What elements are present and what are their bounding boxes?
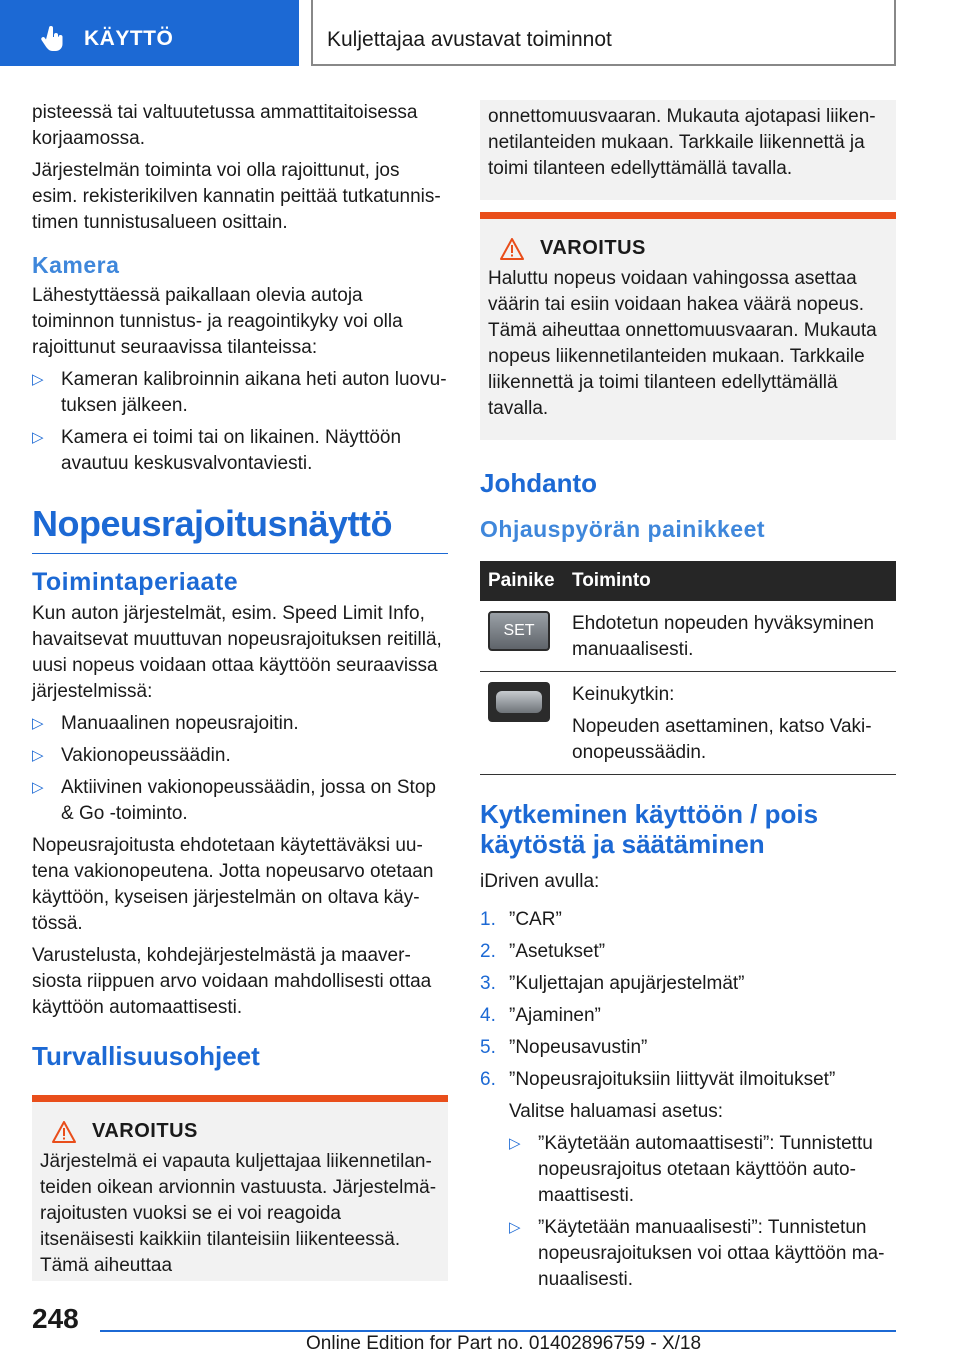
kamera-heading: Kamera <box>32 252 120 278</box>
warning-text: Järjestelmä ei vapauta kuljettajaa liikennetilanteiden oikean arvionnin vastuusta. Järjestelmärajoitusten vuoksi se ei voi reagoida itsenäisesti kaikkiin tilanteisiin liikenteessä. Tämä aiheuttaa <box>40 1151 437 1276</box>
warning-box <box>32 1095 448 1281</box>
safety-heading: Turvallisuusohjeet <box>32 1041 260 1071</box>
paragraph: Järjestelmän toiminta voi olla rajoittunut, jos esim. rekisterikilven kannatin peittää tutkatunnistimen tunnistusalueen osittain. <box>32 160 441 233</box>
paragraph: iDriven avulla: <box>480 871 600 892</box>
triangle-bullet-icon: ▷ <box>32 715 44 732</box>
triangle-bullet-icon: ▷ <box>32 429 44 446</box>
chapter-title-box <box>311 0 896 66</box>
table-row <box>480 672 896 775</box>
table-header-row <box>480 561 896 601</box>
list-item: 3. ”Kuljettajan apujärjestelmät” <box>480 973 745 994</box>
rocker-description: Nopeuden asettaminen, katso Vakionopeussäädin. <box>572 716 872 763</box>
list-item: ▷ Kameran kalibroinnin aikana heti auton luovutuksen jälkeen. <box>32 369 447 416</box>
warning-header <box>40 1120 440 1143</box>
list-item: 1. ”CAR” <box>480 909 562 930</box>
options-list <box>480 1131 896 1293</box>
rocker-switch-icon <box>488 682 550 722</box>
warning-header <box>488 237 888 260</box>
paragraph: Nopeusrajoitusta ehdotetaan käytettäväksi uutena vakionopeutena. Jotta nopeusarvo otetaan käyttöön, kyseisen järjestelmän on oltava käytössä. <box>32 835 434 934</box>
main-heading: Nopeusrajoitusnäyttö <box>32 503 448 554</box>
list-item: 5. ”Nopeusavustin” <box>480 1037 648 1058</box>
table-cell <box>480 601 564 672</box>
list-item: 2. ”Asetukset” <box>480 941 606 962</box>
section-tab-label: KÄYTTÖ <box>84 27 174 50</box>
buttons-heading: Ohjauspyörän painikkeet <box>480 516 766 542</box>
footer-divider <box>100 1330 896 1332</box>
list-item: 6. ”Nopeusrajoituksiin liittyvät ilmoitukset” <box>480 1069 836 1090</box>
warning-box <box>480 212 896 440</box>
paragraph: pisteessä tai valtuutetussa ammattitaitoisessa korjaamossa. <box>32 102 418 149</box>
warning-label: VAROITUS <box>92 1120 198 1142</box>
triangle-bullet-icon: ▷ <box>32 371 44 388</box>
principle-list <box>32 711 448 827</box>
warning-text: onnettomuusvaaran. Mukauta ajotapasi liikennetilanteiden mukaan. Tarkkaile liikennettä ja toimi tilanteen edellyttämällä tavalla. <box>488 106 876 179</box>
page-header <box>0 0 960 66</box>
list-item: ▷ ”Käytetään manuaalisesti”: Tunnistetun nopeusrajoituksen voi ottaa käyttöön manuaalisesti. <box>509 1217 885 1290</box>
triangle-bullet-icon: ▷ <box>509 1135 521 1152</box>
warning-triangle-icon <box>500 238 524 260</box>
list-item: ▷ ”Käytetään automaattisesti”: Tunnistettu nopeusrajoitus otetaan käyttöön automaattisesti. <box>509 1133 873 1206</box>
table-header: Painike <box>480 561 564 601</box>
principle-heading: Toimintaperiaate <box>32 568 239 596</box>
left-column <box>32 100 448 1281</box>
table-cell: Ehdotetun nopeuden hyväksyminen manuaalisesti. <box>564 601 896 672</box>
chapter-title: Kuljettajaa avustavat toiminnot <box>327 28 612 51</box>
kamera-list <box>32 367 448 477</box>
page-number: 248 <box>32 1303 79 1334</box>
warning-text: Haluttu nopeus voidaan vahingossa asettaa väärin tai esiin voidaan hakea väärä nopeus. Tämä aiheuttaa onnettomuusvaaran. Mukauta nopeus liikennetilanteiden mukaan. Tarkkaile liikennettä ja toimi tilanteen edellyttämällä tavalla. <box>488 268 877 419</box>
table-cell <box>564 672 896 775</box>
triangle-bullet-icon: ▷ <box>32 747 44 764</box>
buttons-table <box>480 561 896 775</box>
paragraph: Valitse haluamasi asetus: <box>509 1101 724 1122</box>
list-item: ▷ Aktiivinen vakionopeussäädin, jossa on Stop & Go -toiminto. <box>32 777 436 824</box>
section-tab[interactable] <box>0 0 299 66</box>
list-item: ▷ Manuaalinen nopeusrajoitin. <box>32 711 448 737</box>
list-item: ▷ Kamera ei toimi tai on likainen. Näyttöön avautuu keskusvalvontaviesti. <box>32 427 402 474</box>
list-item: ▷ Vakionopeussäädin. <box>32 743 448 769</box>
table-row <box>480 601 896 672</box>
paragraph: Lähestyttäessä paikallaan olevia autoja toiminnon tunnistus- ja reagointikyky voi olla rajoittunut seuraavissa tilanteissa: <box>32 285 403 358</box>
warning-continuation <box>480 100 896 200</box>
paragraph: Kun auton järjestelmät, esim. Speed Limit Info, havaitsevat muuttuvan nopeusrajoituksen reitillä, uusi nopeus voidaan ottaa käyttöön seuraavissa järjestelmissä: <box>32 603 442 702</box>
intro-heading: Johdanto <box>480 468 597 498</box>
list-item: 4. ”Ajaminen” <box>480 1005 601 1026</box>
onoff-heading: Kytkeminen käyttöön / pois käytöstä ja säätäminen <box>480 799 819 859</box>
triangle-bullet-icon: ▷ <box>32 779 44 796</box>
warning-triangle-icon <box>52 1121 76 1143</box>
warning-label: VAROITUS <box>540 237 646 259</box>
table-cell <box>480 672 564 775</box>
right-column <box>480 100 896 1299</box>
paragraph: Varustelusta, kohdejärjestelmästä ja maaversiosta riippuen arvo voidaan mahdollisesti ottaa käyttöön automaattisesti. <box>32 945 432 1018</box>
set-button-icon: SET <box>488 611 550 651</box>
hand-pointer-icon <box>40 26 66 52</box>
triangle-bullet-icon: ▷ <box>509 1219 521 1236</box>
rocker-title: Keinukytkin: <box>572 684 675 705</box>
steps-list <box>480 907 896 1093</box>
table-header: Toiminto <box>564 561 896 601</box>
footer-edition: Online Edition for Part no. 01402896759 - X/18 <box>306 1333 702 1354</box>
